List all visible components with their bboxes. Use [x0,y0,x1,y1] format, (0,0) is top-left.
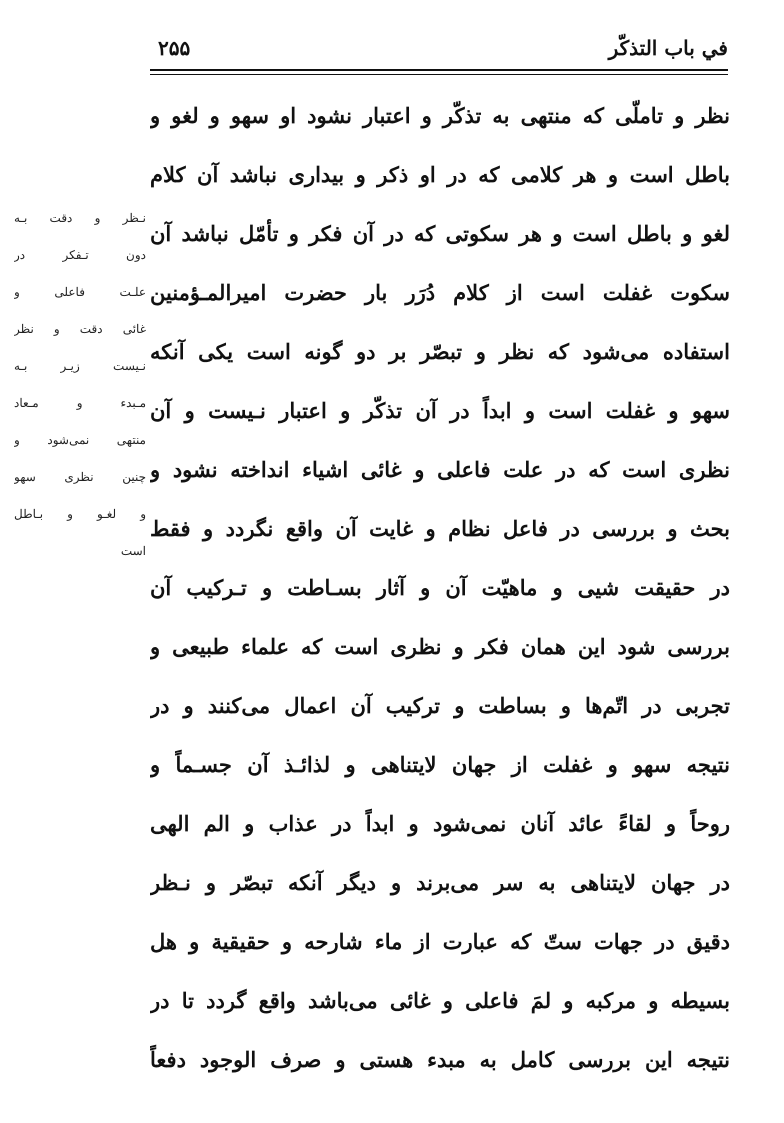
margin-note-line: دون تـفکر در [14,248,146,262]
margin-note-line: علـت فاعلی و [14,285,146,299]
text-line: دقیق در جهات ستّ که عبارت از ماء شارحه و حقیقیة و هل [150,929,730,954]
text-line: باطل است و هر کلامی که در او ذکر و بیداری نباشد آن کلام [150,162,730,187]
margin-note-line: منتهی نمی‌شود و [14,433,146,447]
margin-note-line: نـیست زیـر بـه [14,359,146,373]
margin-note-line: است [120,544,146,558]
text-line: سکوت غفلت است از کلام دُرَر بار حضرت امیرالمـؤمنین [150,280,730,305]
text-line: تجربی در اتّم‌ها و بساطت و ترکیب آن اعمال می‌کنند و در [150,693,730,718]
margin-note-line: و لغـو و بـاطل [14,507,146,521]
page-number: ۲۵۵ [158,36,191,60]
text-line: لغو و باطل است و هر سکوتی که در آن فکر و تأمّل نباشد آن [150,221,730,246]
margin-note-line: مـبدء و مـعاد [14,396,146,410]
text-line: استفاده می‌شود که نظر و تبصّر بر دو گونه است یکی آنکه [150,339,730,364]
margin-note-line: نـظر و دقت بـه [14,211,146,225]
text-line: سهو و غفلت است و ابداً در آن تذکّر و اعتبار نـیست و آن [150,398,730,423]
text-line: نظری است که در علت فاعلی و غائی اشیاء انداخته نشود و [150,457,730,482]
text-line: نتیجه این بررسی کامل به مبدء هستی و صرف الوجود دفعاً [150,1047,730,1072]
running-head: في باب التذكّر [608,36,728,60]
page-header [150,34,728,78]
text-line: بسیطه و مرکبه و لمَ فاعلی و غائی می‌باشد واقع گردد تا در [150,988,730,1013]
margin-note [14,200,146,570]
text-line: نظر و تاملّی که منتهی به تذکّر و اعتبار نشود او سهو و لغو و [150,103,730,128]
main-text-block [150,86,730,1089]
text-line: نتیجه سهو و غفلت از جهان لایتناهی و لذائـذ آن جسـماً و [150,752,730,777]
header-rule-thick [150,69,728,71]
margin-note-line: چنین نظری سهو [14,470,146,484]
text-line: بررسی شود این همان فکر و نظری است که علماء طبیعی و [150,634,730,659]
text-line: روحاً و لقاءً عائد آنان نمی‌شود و ابداً در عذاب و الم الهی [150,811,730,836]
text-line: بحث و بررسی در فاعل نظام و غایت آن واقع نگردد و فقط [150,516,730,541]
text-line: در حقیقت شیی و ماهیّت آن و آثار بسـاطت و تـرکیب آن [150,575,730,600]
header-rule-thin [150,74,728,75]
text-line: در جهان لایتناهی به سر می‌برند و دیگر آنکه تبصّر و نـظر [150,870,730,895]
margin-note-line: غائی دقت و نظر [14,322,146,336]
